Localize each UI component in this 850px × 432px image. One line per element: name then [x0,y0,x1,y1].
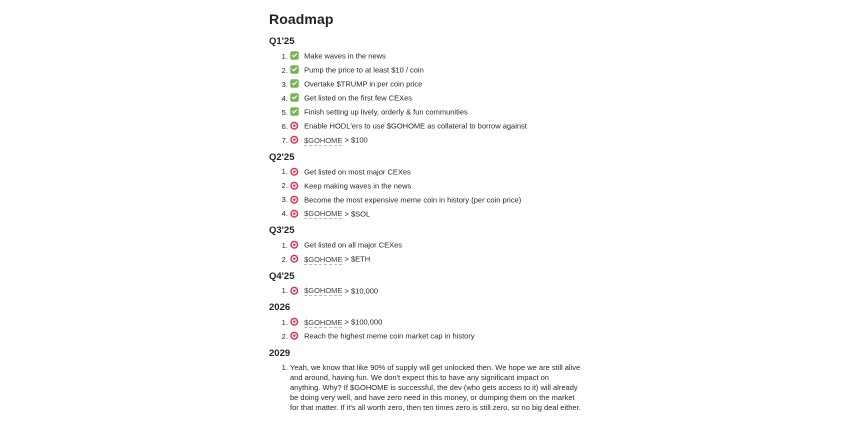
item-text: Enable HODL'ers to use $GOHOME as collateral to borrow against [304,121,527,131]
roadmap-item [290,181,581,192]
roadmap-item [290,254,581,265]
roadmap-section [269,36,581,146]
target-icon [290,317,299,326]
target-icon [290,135,299,144]
item-text: Get listed on the first few CEXes [304,93,413,103]
roadmap-item [290,167,581,178]
roadmap-item [290,51,581,62]
check-icon [290,51,299,60]
target-icon [290,195,299,204]
roadmap-section [269,225,581,265]
item-text: Make waves in the news [304,51,386,61]
item-text: > $SOL [344,209,371,218]
item-text: Keep making waves in the news [304,181,412,190]
gohome-link[interactable]: $GOHOME [304,209,343,218]
item-text: Reach the highest meme coin market cap in history [304,331,475,341]
roadmap-item [290,93,581,104]
gohome-link[interactable]: $GOHOME [304,135,343,145]
roadmap-item [290,135,581,146]
item-text: > $100 [344,135,368,145]
item-text: > $ETH [344,254,371,264]
section-list [269,240,581,265]
section-list [269,317,581,342]
item-text: Get listed on all major CEXes [304,240,403,250]
roadmap-item [290,209,581,220]
roadmap-item [290,286,581,297]
target-icon [290,240,299,249]
target-icon [290,286,299,295]
roadmap-section [269,348,581,413]
target-icon [290,254,299,263]
item-text: Become the most expensive meme coin in history (per coin price) [304,195,522,204]
target-icon [290,167,299,176]
section-heading: Q4'25 [269,270,295,282]
item-text: > $100,000 [344,317,383,327]
roadmap-item [290,363,581,413]
section-heading: Q2'25 [269,151,295,163]
section-list [269,51,581,146]
page-title: Roadmap [269,11,334,27]
gohome-link[interactable]: $GOHOME [304,254,343,264]
gohome-link[interactable]: $GOHOME [304,317,343,327]
sections-container [269,36,581,413]
roadmap-item [290,317,581,328]
gohome-link[interactable]: $GOHOME [304,286,343,295]
roadmap-item [290,195,581,206]
roadmap-section [269,271,581,297]
item-text: Overtake $TRUMP in per coin price [304,79,423,89]
roadmap-section [269,152,581,220]
target-icon [290,121,299,130]
item-text: Finish setting up lively, orderly & fun communities [304,107,468,117]
roadmap-item [290,240,581,251]
item-text: > $10,000 [344,286,379,295]
section-heading: 2026 [269,302,291,313]
roadmap-section [269,302,581,342]
item-text: Get listed on most major CEXes [304,167,411,176]
roadmap-document [269,0,581,413]
section-heading: Q3'25 [269,225,295,236]
check-icon [290,93,299,102]
check-icon [290,65,299,74]
check-icon [290,79,299,88]
section-list [269,167,581,220]
roadmap-item [290,65,581,76]
section-heading: 2029 [269,347,291,359]
section-list [269,286,581,297]
roadmap-item [290,107,581,118]
roadmap-item [290,121,581,132]
section-list [269,363,581,413]
section-heading: Q1'25 [269,36,295,47]
roadmap-item [290,79,581,90]
item-text: Pump the price to at least $10 / coin [304,65,424,75]
target-icon [290,209,299,218]
item-text: Yeah, we know that like 90% of supply will get unlocked then. We hope we are still alive and around, having fun. We don't expect this to have any significant impact on anything. Why? If $GOHOME is successful, the dev (who gets access to it) will already be doing very well, and have zero need in this money, or dumping them on the market for that matter. If it's all worth zero, then ten times zero is still zero, so no big deal either. [290,362,581,412]
roadmap-item [290,331,581,342]
target-icon [290,181,299,190]
target-icon [290,331,299,340]
check-icon [290,107,299,116]
